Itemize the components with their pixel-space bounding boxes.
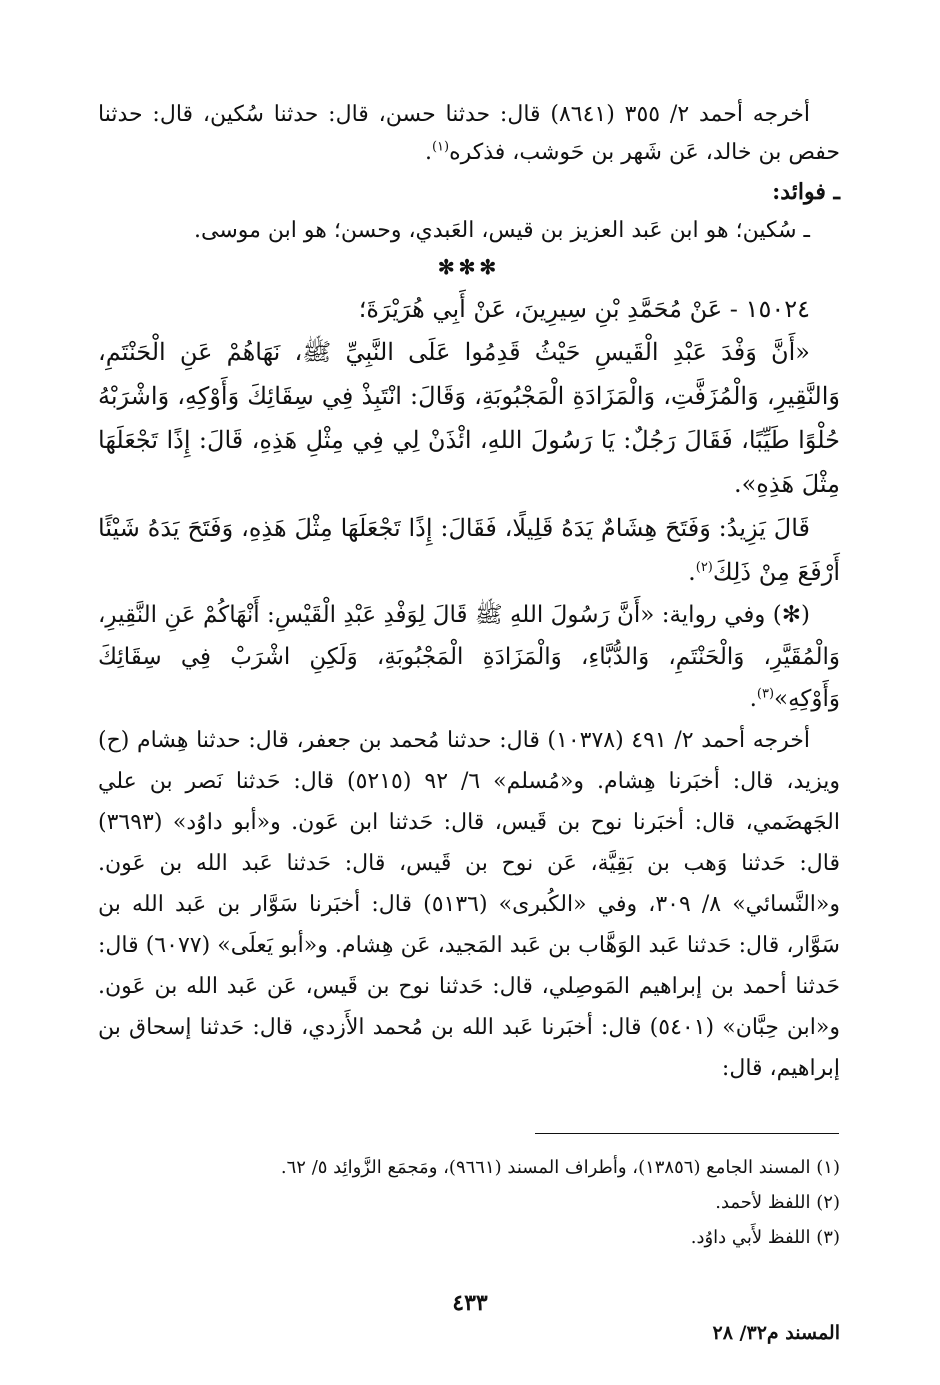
hadith-note-text: قَالَ يَزِيدُ: وَفَتَحَ هِشَامٌ يَدَهُ قَلِيلًا، فَقَالَ: إِذًا تَجْعَلَهَا مِثْلَ هَذِهِ، وَفَتَحَ يَدَهُ شَيْئًا أَرْفَعَ مِنْ ذَلِكَ: [98, 514, 840, 586]
riwaya-text: (✻) وفي رواية: «أَنَّ رَسُولَ اللهِ ﷺ قَالَ لِوَفْدِ عَبْدِ الْقَيْسِ: أَنْهَاكُمْ عَنِ النَّقِيرِ، وَالْمُقَيَّرِ، وَالْحَنْتَمِ، وَالدُّبَّاءِ، وَالْمَزَادَةِ الْمَجْبُوبَةِ، وَلَكِنِ اشْرَبْ فِي سِقَائِكَ وَأَوْكِهِ»: [98, 602, 840, 712]
benefits-text: ـ سُكين؛ هو ابن عَبد العزيز بن قيس، العَبدي، وحسن؛ هو ابن موسى.: [194, 218, 810, 243]
benefits-heading: ـ فوائد:: [772, 179, 840, 205]
hadith-note: قَالَ يَزِيدُ: وَفَتَحَ هِشَامٌ يَدَهُ قَلِيلًا، فَقَالَ: إِذًا تَجْعَلَهَا مِثْلَ هَذِهِ، وَفَتَحَ يَدَهُ شَيْئًا أَرْفَعَ مِنْ ذَلِكَ$^{(٢)}$.: [98, 514, 840, 586]
footnote-divider: [535, 1133, 839, 1134]
page-number: ٤٣٣: [452, 1290, 488, 1316]
takhrij-paragraph: أخرجه أحمد ٢/ ٤٩١ (١٠٣٧٨) قال: حدثنا مُحمد بن جعفر، قال: حدثنا هِشام (ح) ويزيد، قال: أخبَرنا هِشام. و«مُسلم» ٦/ ٩٢ (٥٢١٥) قال: حَدثنا نَصر بن علي الجَهضَمي، قال: أخبَرنا نوح بن قَيس، قال: حَدثنا ابن عَون. و«أبو داوُد» (٣٦٩٣) قال: حَدثنا وَهب بن بَقِيَّة، عَن نوح بن قَيس، قال: حَدثنا عَبد الله بن عَون. و«النَّسائي» ٨/ ٣٠٩، وفي «الكُبرى» (٥١٣٦) قال: أخبَرنا سَوَّار بن عَبد الله بن سَوَّار، قال: حَدثنا عَبد الوَهَّاب بن عَبد المَجيد، عَن هِشام. و«أبو يَعلَى» (٦٠٧٧) قال: حَدثنا أحمد بن إبراهيم المَوصِلي، قال: حَدثنا نوح بن قَيس، عَن عَبد الله بن عَون. و«ابن حِبَّان» (٥٤٠١) قال: أخبَرنا عَبد الله بن مُحمد الأَزدي، قال: حَدثنا إسحاق بن إبراهيم، قال:: [98, 728, 841, 1081]
source-paragraph: أخرجه أحمد ٢/ ٣٥٥ (٨٦٤١) قال: حدثنا حسن، قال: حدثنا سُكين، قال: حدثنا حفص بن خالد، عَن شَهر بن حَوشب، فذكره$^{(١)}$.: [98, 102, 840, 165]
source-text: أخرجه أحمد ٢/ ٣٥٥ (٨٦٤١) قال: حدثنا حسن، قال: حدثنا سُكين، قال: حدثنا حفص بن خالد، عَن شَهر بن حَوشب، فذكره: [98, 102, 840, 165]
main-text: [98, 96, 840, 1089]
printer-signature: المسند م٣٢/ ٢٨: [712, 1322, 840, 1344]
footnote-ref-2: (٢): [695, 560, 713, 575]
footnote-ref-3: (٣): [756, 686, 775, 702]
footnote-1: (١) المسند الجامع (١٣٨٥٦)، وأطراف المسند (٩٦٦١)، ومَجمَع الزَّوائِد ٥/ ٦٢.: [280, 1157, 840, 1178]
hadith-text: «أَنَّ وَفْدَ عَبْدِ الْقَيسِ حَيْثُ قَدِمُوا عَلَى النَّبِيِّ ﷺ، نَهَاهُمْ عَنِ الْحَنْتَمِ، وَالنَّقِيرِ، وَالْمُزَفَّتِ، وَالْمَزَادَةِ الْمَجْبُوبَةِ، وَقَالَ: انْتَبِذْ فِي سِقَائِكَ وَأَوْكِهِ، وَاشْرَبْهُ حُلْوًا طَيِّبًا، فَقَالَ رَجُلٌ: يَا رَسُولَ اللهِ، ائْذَنْ لِي فِي مِثْلِ هَذِهِ، قَالَ: إِذًا تَجْعَلَهَا مِثْلَ هَذِهِ».: [98, 338, 840, 498]
riwaya-paragraph: (✻) وفي رواية: «أَنَّ رَسُولَ اللهِ ﷺ قَالَ لِوَفْدِ عَبْدِ الْقَيْسِ: أَنْهَاكُمْ عَنِ النَّقِيرِ، وَالْمُقَيَّرِ، وَالْحَنْتَمِ، وَالدُّبَّاءِ، وَالْمَزَادَةِ الْمَجْبُوبَةِ، وَلَكِنِ اشْرَبْ فِي سِقَائِكَ وَأَوْكِهِ»$^{(٣)}$.: [98, 602, 840, 712]
footnotes: [200, 1150, 840, 1255]
footnote-ref-1: (١): [431, 139, 450, 155]
hadith-chain: ١٥٠٢٤ - عَنْ مُحَمَّدِ بْنِ سِيرِينَ، عَنْ أَبِي هُرَيْرَةَ؛: [358, 295, 810, 323]
footnote-2: (٢) اللفظ لأحمد.: [715, 1192, 840, 1213]
section-separator: ✻✻✻: [437, 255, 501, 279]
footnote-3: (٣) اللفظ لأَبي داوُد.: [690, 1227, 840, 1248]
